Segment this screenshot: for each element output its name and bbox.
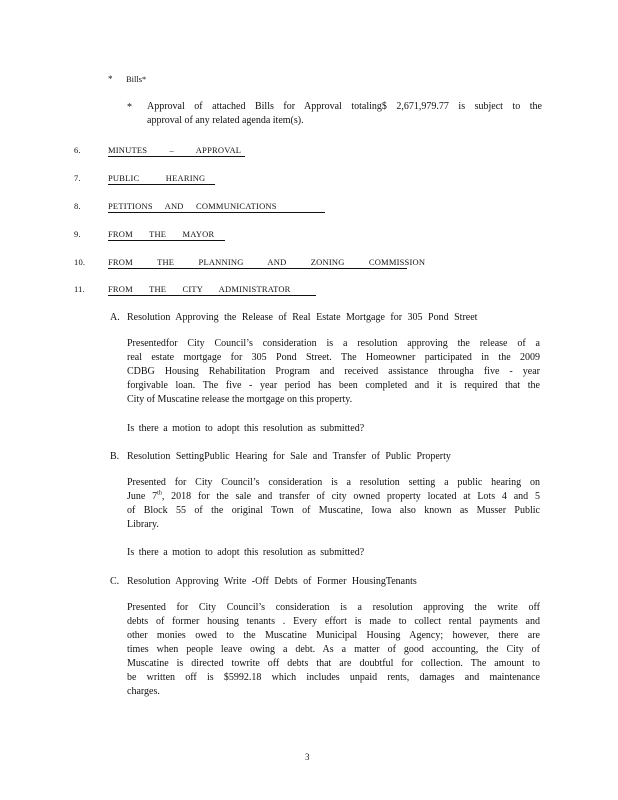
- agenda-number: 8.: [74, 201, 81, 211]
- bills-bullet: *: [108, 74, 113, 84]
- bills-item-line: approval of any related agenda item(s).: [147, 115, 304, 126]
- agenda-heading: PUBLIC HEARING: [108, 173, 215, 185]
- motion-question: Is there a motion to adopt this resolution as submitted?: [127, 423, 365, 434]
- agenda-heading: FROM THE PLANNING AND ZONING COMMISSION: [108, 257, 426, 267]
- description-line: of Block 55 of the original Town of Muscatine, Iowa also known as Musser Public: [127, 505, 540, 516]
- bills-item-line: Approval of attached Bills for Approval totaling$ 2,671,979.77 is subject to the: [147, 101, 542, 112]
- item-title: Resolution SettingPublic Hearing for Sale and Transfer of Public Property: [127, 451, 451, 462]
- item-letter: A.: [110, 312, 120, 323]
- item-title: Resolution Approving the Release of Real Estate Mortgage for 305 Pond Street: [127, 312, 478, 323]
- item-description: [127, 476, 540, 532]
- description-line: Presented for City Council’s consideration is a resolution approving the write off: [127, 602, 540, 613]
- description-line: debts of former housing tenants . Every effort is made to collect rental payments and: [127, 616, 540, 627]
- agenda-number: 11.: [74, 284, 85, 294]
- description-line: Presentedfor City Council’s consideration is a resolution approving the release of a: [127, 338, 540, 349]
- agenda-heading: FROM THE CITY ADMINISTRATOR: [108, 284, 316, 296]
- agenda-heading: FROM THE MAYOR: [108, 229, 225, 241]
- bills-item-bullet: *: [127, 102, 132, 113]
- bills-item-text: [147, 100, 542, 128]
- description-line: times when people leave owing a debt. As a matter of good accounting, the City of: [127, 644, 540, 655]
- description-line: Muscatine is directed towrite off debts that are doubtful for collection. The amount to: [127, 658, 540, 669]
- agenda-heading: PETITIONS AND COMMUNICATIONS: [108, 201, 325, 213]
- description-line: be written off is $5992.18 which includes unpaid rents, damages and maintenance: [127, 672, 540, 683]
- description-line: Library.: [127, 519, 159, 530]
- description-line: forgivable loan. The five - year period has been completed and it is required that the: [127, 380, 540, 391]
- item-description: [127, 601, 540, 699]
- page-number: 3: [305, 752, 310, 762]
- item-title: Resolution Approving Write -Off Debts of Former HousingTenants: [127, 576, 417, 587]
- item-letter: C.: [110, 576, 120, 587]
- agenda-number: 6.: [74, 145, 81, 155]
- item-description: [127, 337, 540, 407]
- motion-question: Is there a motion to adopt this resolution as submitted?: [127, 547, 365, 558]
- description-line: June 7th, 2018 for the sale and transfer of city owned property located at Lots 4 and 5: [127, 490, 540, 502]
- description-line: charges.: [127, 686, 160, 697]
- description-line: real estate mortgage for 305 Pond Street. The Homeowner participated in the 2009: [127, 352, 540, 363]
- agenda-number: 9.: [74, 229, 81, 239]
- description-line: City of Muscatine release the mortgage on this property.: [127, 394, 353, 405]
- description-line: CDBG Housing Rehabilitation Program and received assistance througha five - year: [127, 366, 540, 377]
- agenda-heading: MINUTES – APPROVAL: [108, 145, 245, 157]
- description-line: other monies owed to the Muscatine Municipal Housing Agency; however, there are: [127, 630, 540, 641]
- bills-label: Bills*: [126, 74, 147, 84]
- item-letter: B.: [110, 451, 120, 462]
- description-line: Presented for City Council’s consideration is a resolution setting a public hearing on: [127, 477, 540, 488]
- agenda-number: 7.: [74, 173, 81, 183]
- agenda-number: 10.: [74, 257, 86, 267]
